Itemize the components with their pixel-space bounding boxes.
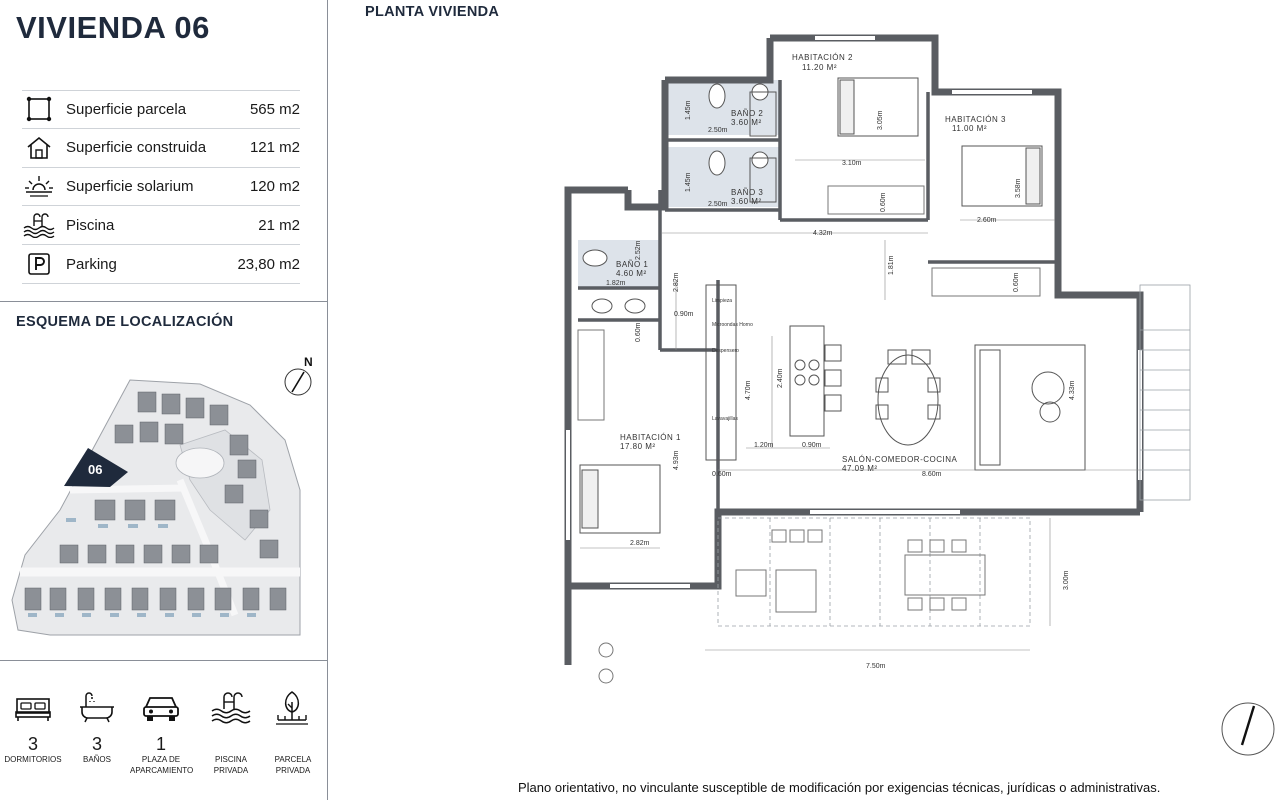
spec-row-pool (22, 206, 300, 245)
dim-label: 2.50m (708, 127, 728, 134)
north-compass-icon (285, 355, 313, 395)
room-area: 11.20 M² (802, 63, 837, 72)
spec-value: 565 m2 (249, 100, 300, 118)
feature-bedrooms (2, 688, 64, 765)
terrace-outline (718, 518, 1030, 626)
spec-label: Superficie solarium (66, 177, 194, 195)
room-area: 47.09 M² (842, 464, 878, 473)
dim-label: 1.20m (754, 442, 774, 449)
unit-title: VIVIENDA 06 (16, 10, 210, 45)
car-icon (130, 688, 192, 728)
feature-pool (200, 688, 262, 776)
dim-label: 4.33m (1069, 380, 1076, 400)
dim-label: 2.60m (977, 217, 997, 224)
room-name: HABITACIÓN 1 (620, 433, 681, 442)
feature-plot (262, 688, 324, 776)
dim-label: 4.93m (673, 450, 680, 470)
pool-icon (200, 688, 262, 728)
dim-label: 0.60m (880, 192, 887, 212)
feature-strip (0, 688, 328, 788)
dim-label: 1.82m (606, 280, 626, 287)
dim-label: 1.45m (685, 100, 692, 120)
spec-label: Superficie parcela (66, 100, 187, 118)
spec-label: Parking (66, 255, 117, 273)
room-name: HABITACIÓN 3 (945, 115, 1006, 124)
room-area: 3.60 M² (731, 118, 762, 127)
feature-parking (130, 688, 192, 776)
dim-label: 4.70m (745, 380, 752, 400)
kitchen-label: Despensero (712, 348, 739, 354)
bathtub-icon (66, 688, 128, 728)
spec-row-plot (22, 90, 300, 129)
dim-label: 0.90m (674, 311, 694, 318)
dim-label: 2.50m (708, 201, 728, 208)
dim-label: 3.58m (1015, 178, 1022, 198)
room-area: 17.80 M² (620, 442, 656, 451)
feature-bathrooms (66, 688, 128, 765)
dim-label: 1.45m (685, 172, 692, 192)
feature-number: 3 (27, 734, 38, 754)
room-name: BAÑO 3 (731, 188, 764, 197)
dim-label: 2.52m (635, 240, 642, 260)
dim-label: 8.60m (922, 471, 942, 478)
spec-value: 120 m2 (249, 177, 300, 195)
parking-icon (22, 250, 56, 278)
stairs (1140, 285, 1190, 500)
room-name: BAÑO 2 (731, 109, 764, 118)
feature-number: 1 (155, 734, 166, 754)
sun-icon (22, 172, 56, 200)
feature-label: PLAZA DE APARCAMIENTO (130, 755, 194, 775)
kitchen-label: Microondas Horno (712, 322, 753, 328)
location-map (0, 350, 328, 650)
spec-value: 23,80 m2 (237, 255, 300, 273)
room-area: 4.60 M² (616, 269, 647, 278)
unit-marker-label: 06 (88, 462, 103, 477)
kitchen-label: Lavavajillas (712, 416, 738, 422)
disclaimer-text: Plano orientativo, no vinculante susceptible de modificación por exigencias técnicas, jurídicas o administrativas. (518, 780, 1161, 795)
spec-row-solarium (22, 168, 300, 207)
kitchen-label: Limpieza (712, 298, 733, 304)
dim-label: 2.40m (777, 368, 784, 388)
spec-label: Superficie construida (66, 139, 207, 157)
spec-row-built (22, 129, 300, 168)
feature-label: PISCINA PRIVADA (213, 755, 249, 775)
spec-list (22, 90, 300, 284)
spec-row-parking (22, 245, 300, 284)
dim-label: 7.50m (866, 663, 886, 670)
feature-number (200, 734, 262, 754)
floor-plan (540, 30, 1200, 690)
feature-number: 3 (91, 734, 102, 754)
pool-icon (22, 211, 56, 239)
info-panel (0, 0, 328, 800)
house-icon (22, 134, 56, 162)
spec-label: Piscina (66, 216, 115, 234)
dim-label: 0.90m (802, 442, 822, 449)
dim-label: 1.81m (888, 255, 895, 275)
dim-label: 0.60m (1013, 272, 1020, 292)
room-area: 3.60 M² (731, 197, 762, 206)
plot-area-icon (22, 95, 56, 123)
north-label: N (304, 355, 313, 369)
beds (580, 78, 1042, 533)
dim-label: 0.60m (635, 322, 642, 342)
bed-icon (2, 688, 64, 728)
feature-label: DORMITORIOS (4, 755, 62, 764)
north-arrow-icon (1220, 700, 1280, 760)
dim-label: 3.05m (877, 110, 884, 130)
feature-label: BAÑOS (82, 755, 111, 764)
spec-value: 21 m2 (258, 216, 300, 234)
feature-label: PARCELA PRIVADA (274, 755, 312, 775)
tree-icon (262, 688, 324, 728)
plan-title: PLANTA VIVIENDA (365, 4, 500, 20)
outdoor-furniture (599, 530, 985, 683)
room-name: HABITACIÓN 2 (792, 53, 853, 62)
feature-number (262, 734, 324, 754)
room-name: BAÑO 1 (616, 260, 649, 269)
section-divider (0, 301, 328, 302)
spec-value: 121 m2 (249, 139, 300, 157)
dim-label: 4.32m (813, 230, 833, 237)
room-area: 11.00 M² (952, 124, 987, 133)
room-name: SALÓN-COMEDOR-COCINA (842, 455, 958, 464)
section-divider (0, 660, 328, 661)
dim-label: 2.82m (630, 540, 650, 547)
location-title: ESQUEMA DE LOCALIZACIÓN (16, 314, 234, 330)
dim-label: 2.82m (673, 272, 680, 292)
dim-label: 3.00m (1063, 570, 1070, 590)
dim-label: 0.60m (712, 471, 732, 478)
dim-label: 3.10m (842, 160, 862, 167)
